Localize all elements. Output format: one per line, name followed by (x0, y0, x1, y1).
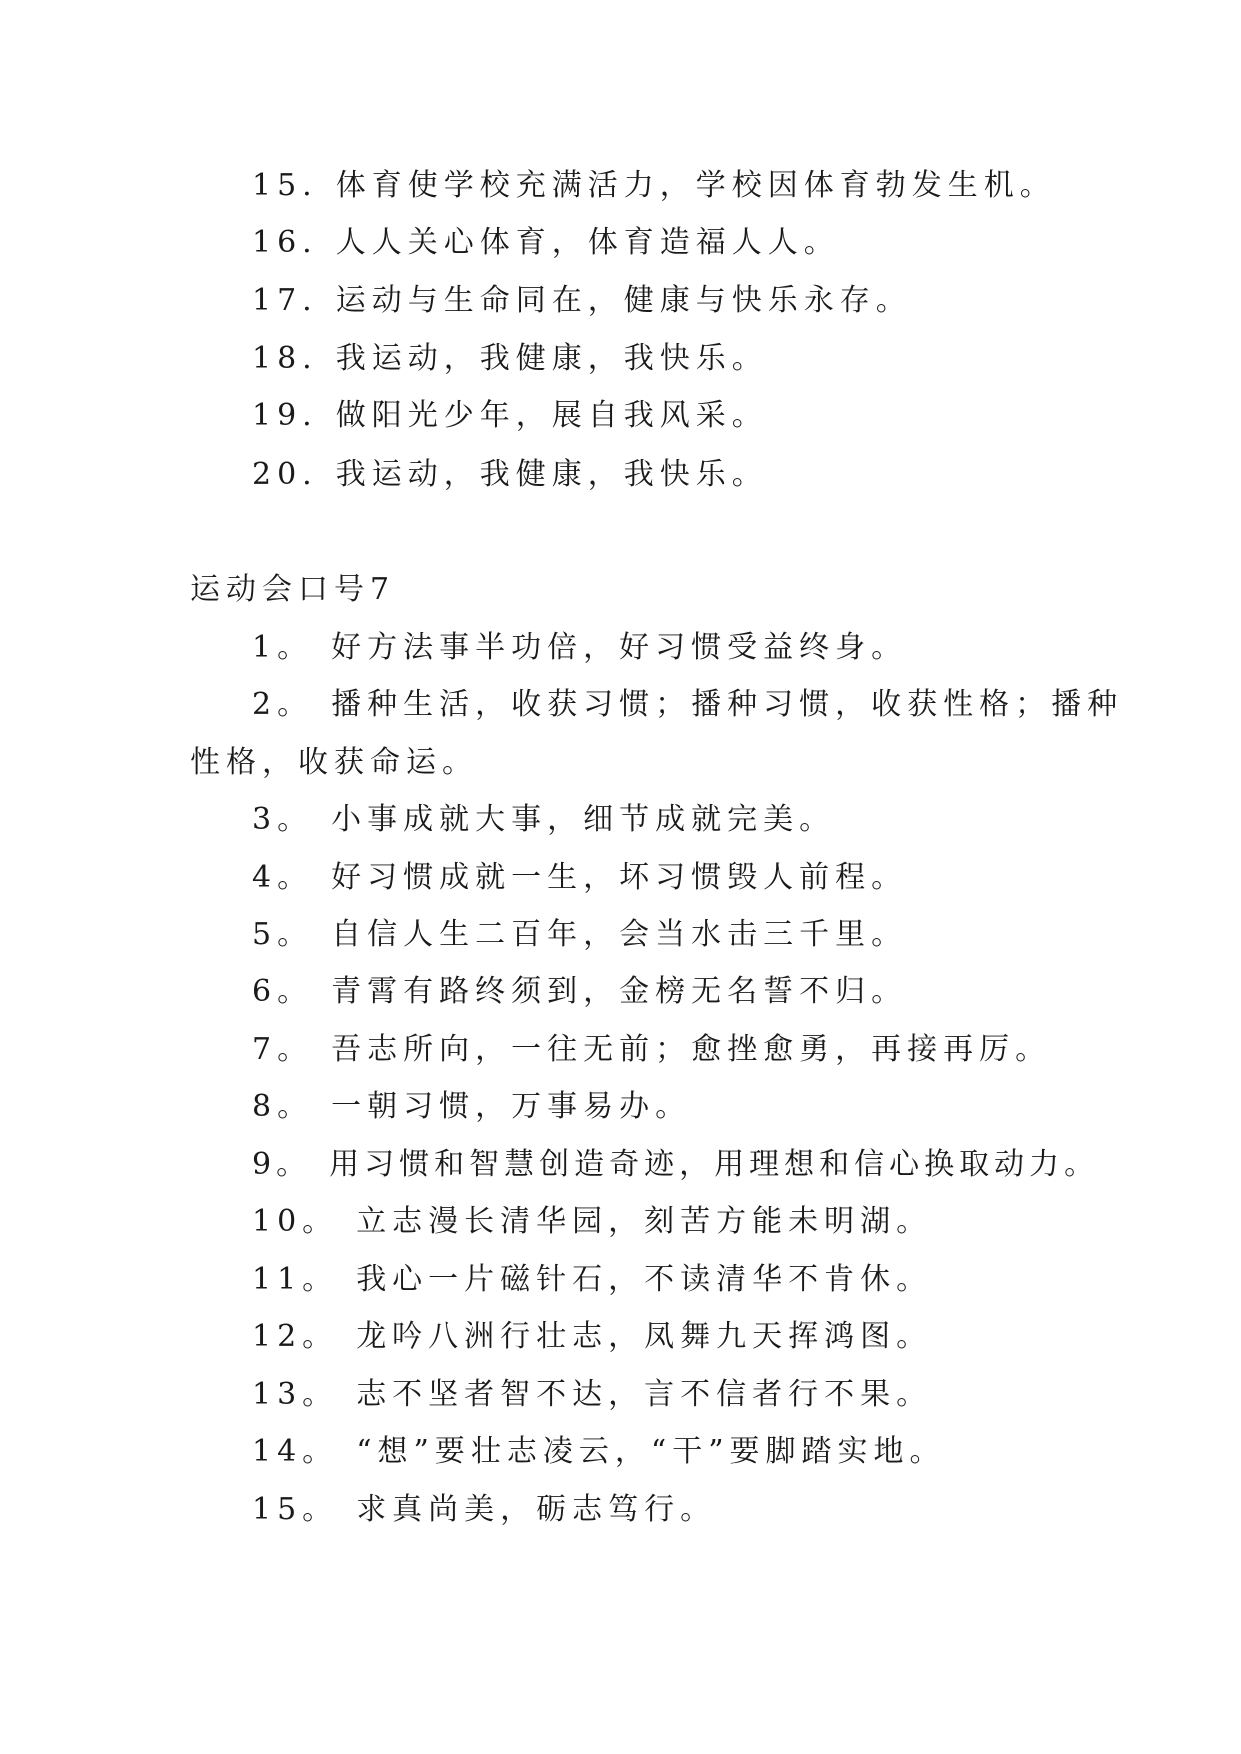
list-item (252, 1490, 716, 1530)
item-text: 好习惯成就一生，坏习惯毁人前程。 (331, 860, 908, 895)
item-text: 人人关心体育，体育造福人人。 (335, 225, 840, 260)
list-item (252, 1087, 691, 1127)
item-number: 8。 (252, 1089, 314, 1124)
item-number: 19. (252, 398, 318, 433)
list-item (252, 628, 907, 668)
item-text: 做阳光少年，展自我风采。 (335, 398, 768, 433)
list-item (252, 972, 907, 1012)
list-item (252, 1145, 1099, 1185)
item-number: 6。 (252, 974, 314, 1009)
item-text: 播种生活，收获习惯；播种习惯，收获性格；播种 (331, 687, 1124, 722)
item-text: “想”要壮志凌云，“干”要脚踏实地。 (356, 1434, 946, 1469)
item-number: 20. (252, 457, 318, 492)
list-item (252, 223, 840, 263)
item-text: 体育使学校充满活力，学校因体育勃发生机。 (335, 168, 1056, 203)
item-number: 17. (252, 283, 318, 318)
list-item (252, 1317, 932, 1357)
list-item (252, 1030, 1051, 1070)
item-text: 我运动，我健康，我快乐。 (335, 341, 768, 376)
list-item (252, 858, 907, 898)
list-item (252, 396, 768, 436)
item-text: 一朝习惯，万事易办。 (331, 1089, 692, 1124)
item-number: 5。 (252, 917, 314, 952)
list-item (252, 685, 1123, 725)
item-number: 1。 (252, 630, 314, 665)
item-text: 运动与生命同在，健康与快乐永存。 (335, 283, 912, 318)
item-text: 我运动，我健康，我快乐。 (335, 457, 768, 492)
item-number: 15。 (252, 1492, 339, 1527)
list-item-continuation: 性格，收获命运。 (190, 745, 478, 780)
list-item (252, 800, 835, 840)
list-item (252, 455, 768, 495)
item-text: 立志漫长清华园，刻苦方能未明湖。 (356, 1204, 933, 1239)
item-number: 11。 (252, 1262, 339, 1297)
list-item (252, 915, 907, 955)
item-text: 小事成就大事，细节成就完美。 (331, 802, 836, 837)
list-item (252, 1375, 932, 1415)
item-text: 龙吟八洲行壮志，凤舞九天挥鸿图。 (356, 1319, 933, 1354)
list-item (252, 339, 768, 379)
item-text: 志不坚者智不达，言不信者行不果。 (356, 1377, 933, 1412)
item-number: 12。 (252, 1319, 339, 1354)
item-text: 自信人生二百年，会当水击三千里。 (331, 917, 908, 952)
item-text: 青霄有路终须到，金榜无名誓不归。 (331, 974, 908, 1009)
item-number: 18. (252, 341, 318, 376)
item-text: 吾志所向，一往无前；愈挫愈勇，再接再厉。 (331, 1032, 1052, 1067)
item-text: 求真尚美，砺志笃行。 (356, 1492, 717, 1527)
list-item (252, 1432, 946, 1472)
item-number: 14。 (252, 1434, 339, 1469)
item-number: 13。 (252, 1377, 339, 1412)
list-item (252, 166, 1056, 206)
list-item (252, 281, 912, 321)
item-number: 15. (252, 168, 318, 203)
item-number: 9。 (252, 1147, 312, 1182)
item-number: 2。 (252, 687, 314, 722)
list-item (252, 1260, 932, 1300)
item-number: 16. (252, 225, 318, 260)
item-number: 3。 (252, 802, 314, 837)
item-text: 好方法事半功倍，好习惯受益终身。 (331, 630, 908, 665)
section-heading: 运动会口号7 (190, 572, 396, 607)
item-number: 10。 (252, 1204, 339, 1239)
list-item (252, 1202, 932, 1242)
item-text: 我心一片磁针石，不读清华不肯休。 (356, 1262, 933, 1297)
item-text: 用习惯和智慧创造奇迹，用理想和信心换取动力。 (329, 1147, 1100, 1182)
item-number: 4。 (252, 860, 314, 895)
item-number: 7。 (252, 1032, 314, 1067)
